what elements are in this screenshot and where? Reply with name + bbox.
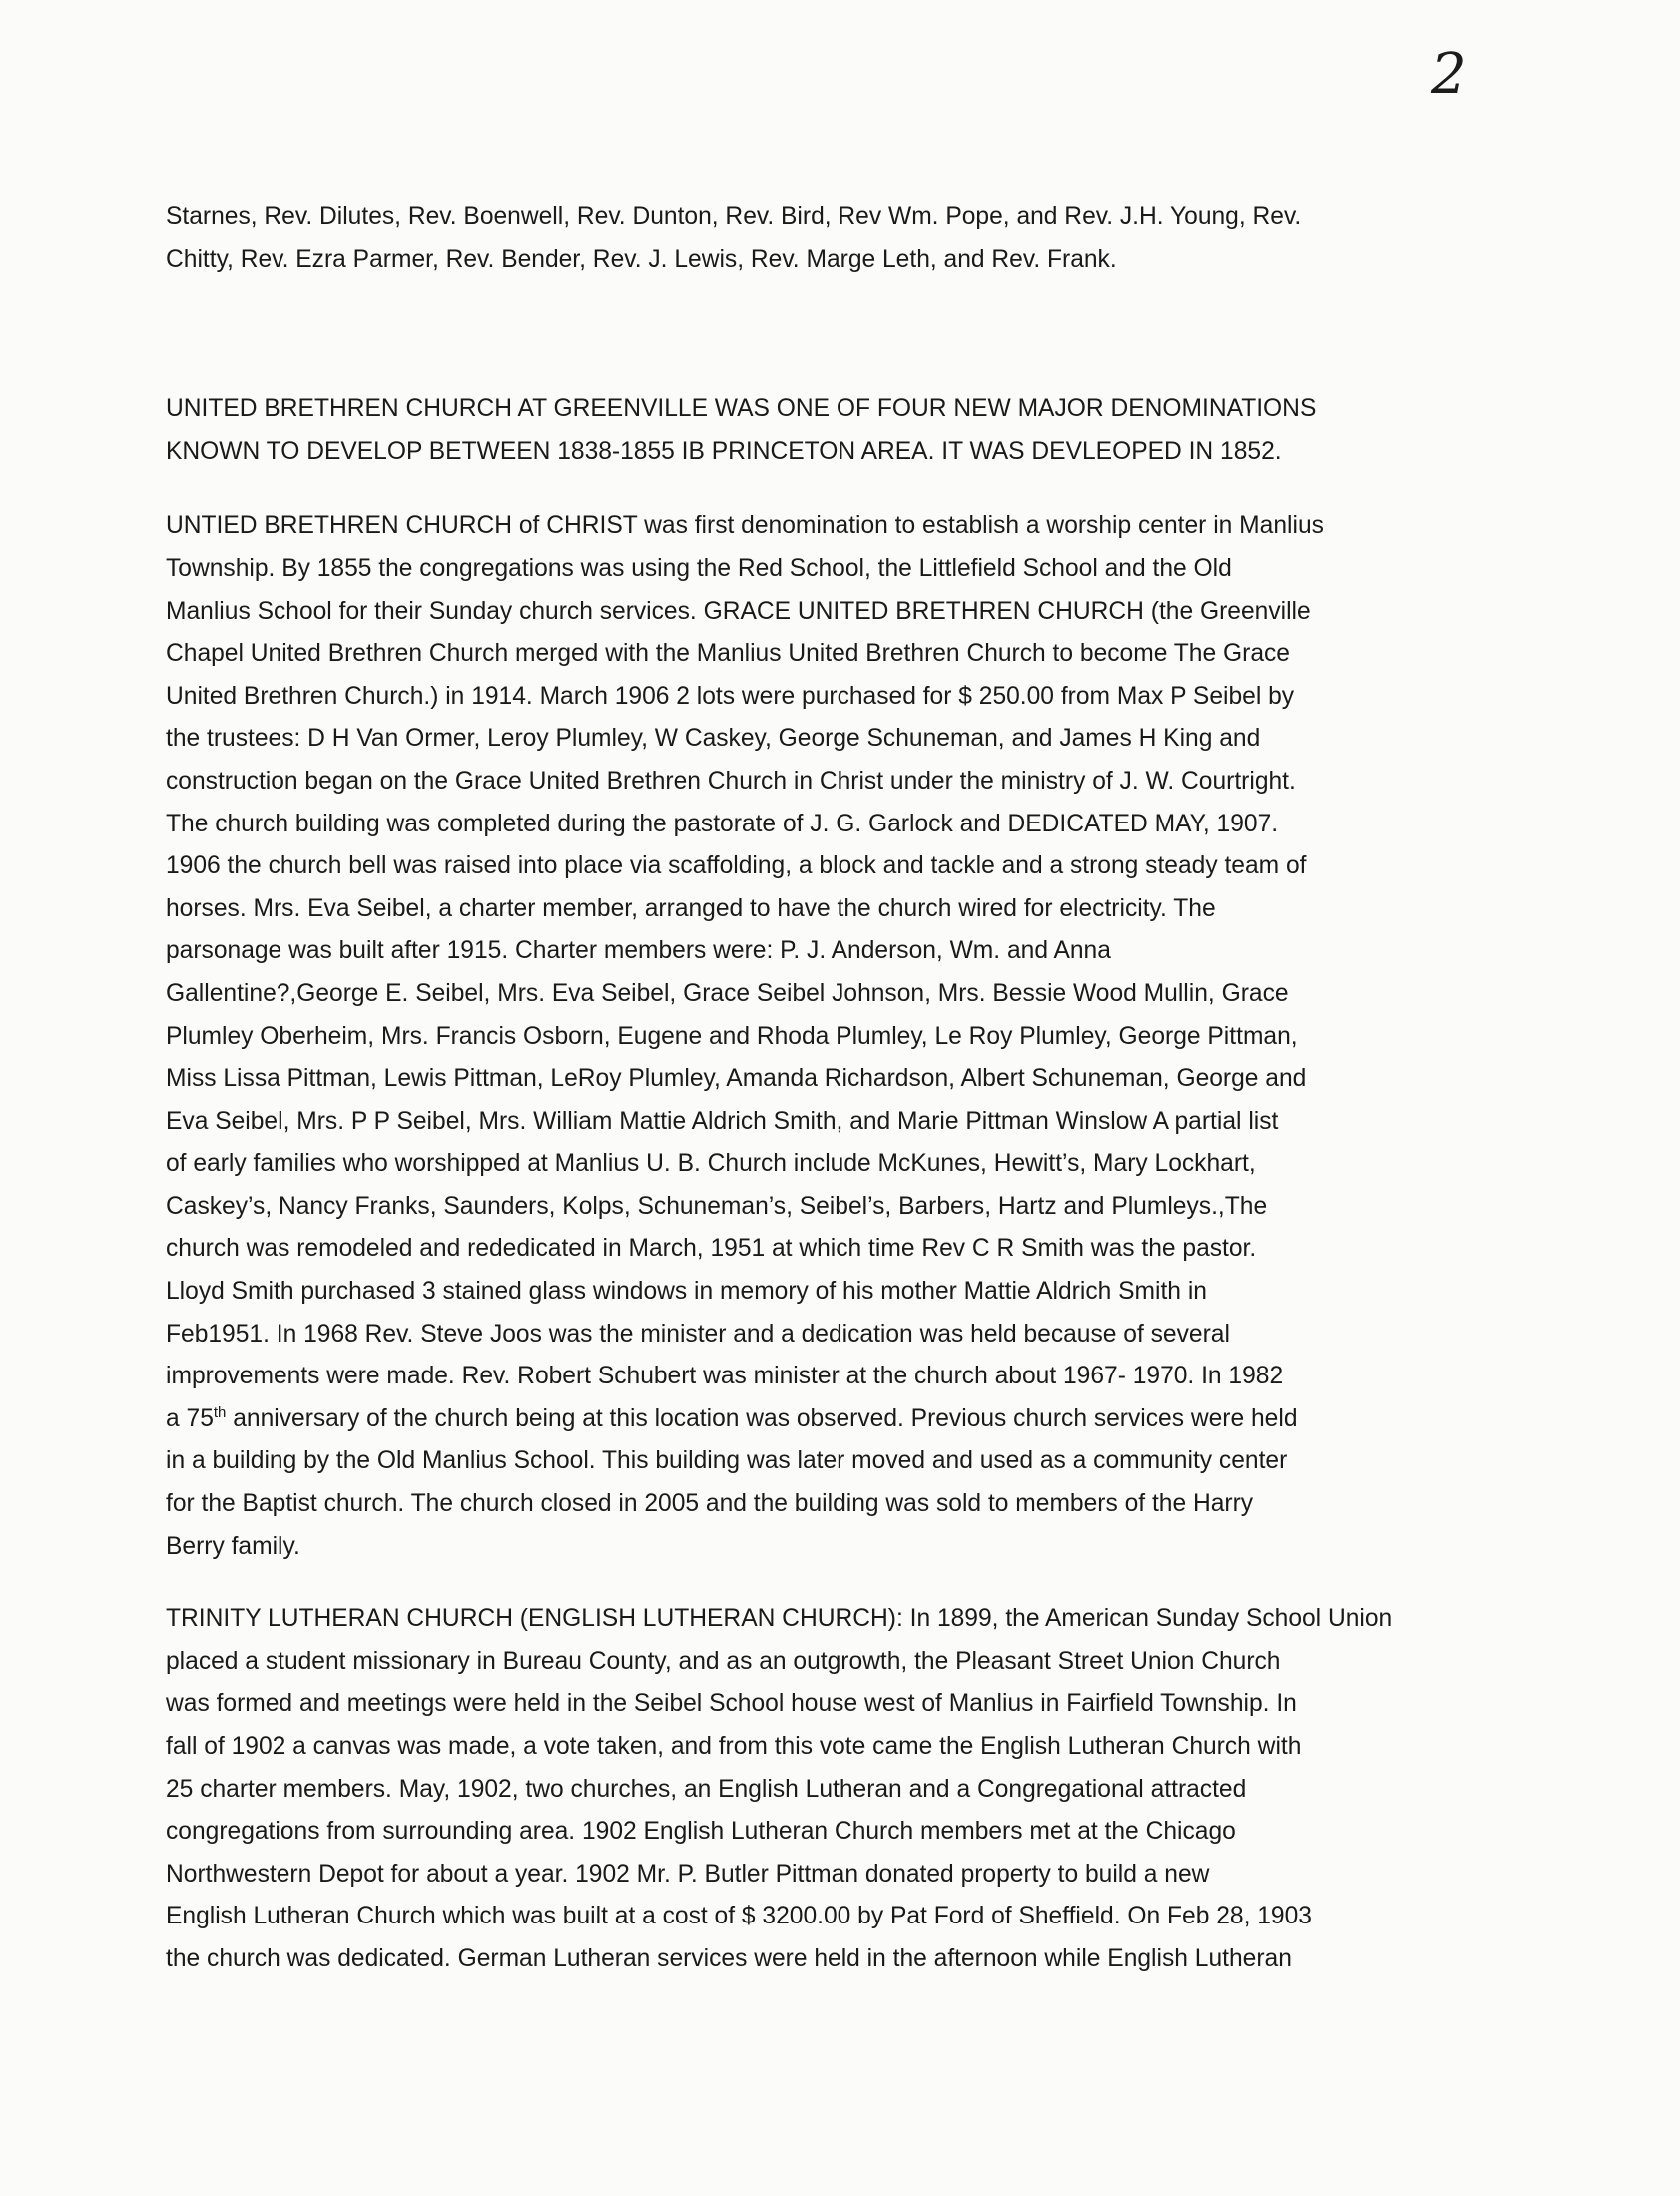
- text-line: Chapel United Brethren Church merged with the Manlius United Brethren Church to become The Grace: [166, 640, 1290, 668]
- text-line: improvements were made. Rev. Robert Schubert was minister at the church about 1967- 1970. In 1982: [166, 1363, 1284, 1390]
- text-line: Township. By 1855 the congregations was using the Red School, the Littlefield School and the Old: [166, 554, 1232, 582]
- text-line: English Lutheran Church which was built at a cost of $ 3200.00 by Pat Ford of Sheffield. On Feb 28, 1903: [166, 1903, 1312, 1930]
- text-line: congregations from surrounding area. 1902 English Lutheran Church members met at the Chicago: [166, 1818, 1236, 1846]
- text-line: Gallentine?,George E. Seibel, Mrs. Eva Seibel, Grace Seibel Johnson, Mrs. Bessie Wood Mullin, Grace: [166, 979, 1289, 1007]
- text-line: for the Baptist church. The church closed in 2005 and the building was sold to members of the Harry: [166, 1490, 1254, 1518]
- text-line: Caskey’s, Nancy Franks, Saunders, Kolps, Schuneman’s, Seibel’s, Barbers, Hartz and Plumleys.,The: [166, 1192, 1268, 1220]
- text-line: of early families who worshipped at Manlius U. B. Church include McKunes, Hewitt’s, Mary Lockhart,: [166, 1150, 1256, 1178]
- text-line: parsonage was built after 1915. Charter members were: P. J. Anderson, Wm. and Anna: [166, 937, 1111, 965]
- paragraph-united-brethren-heading: [166, 388, 1485, 473]
- paragraph-trinity-lutheran: [166, 1598, 1485, 1980]
- text-line: Starnes, Rev. Dilutes, Rev. Boenwell, Rev. Dunton, Rev. Bird, Rev Wm. Pope, and Rev. J.H. Young, Rev.: [166, 203, 1302, 230]
- text-line: construction began on the Grace United Brethren Church in Christ under the ministry of J. W. Courtright.: [166, 767, 1296, 795]
- text-line: 1906 the church bell was raised into place via scaffolding, a block and tackle and a strong steady team of: [166, 852, 1307, 880]
- text-line: Northwestern Depot for about a year. 1902 Mr. P. Butler Pittman donated property to build a new: [166, 1860, 1210, 1888]
- ordinal-suffix: th: [213, 1403, 227, 1421]
- text-line: Miss Lissa Pittman, Lewis Pittman, LeRoy Plumley, Amanda Richardson, Albert Schuneman, George and: [166, 1065, 1307, 1093]
- text-line: Berry family.: [166, 1532, 300, 1560]
- text-line: was formed and meetings were held in the Seibel School house west of Manlius in Fairfield Township. In: [166, 1690, 1297, 1718]
- text-line: Manlius School for their Sunday church services. GRACE UNITED BRETHREN CHURCH (the Greenville: [166, 597, 1311, 625]
- anniversary-text-after: anniversary of the church being at this location was observed. Previous church services were held: [226, 1404, 1298, 1432]
- anniversary-text-before: a 75: [166, 1404, 214, 1432]
- text-line: The church building was completed during the pastorate of J. G. Garlock and DEDICATED MAY, 1907.: [166, 810, 1279, 837]
- text-line: church was remodeled and rededicated in March, 1951 at which time Rev C R Smith was the pastor.: [166, 1235, 1257, 1263]
- text-line: Feb1951. In 1968 Rev. Steve Joos was the minister and a dedication was held because of several: [166, 1320, 1230, 1348]
- text-line: KNOWN TO DEVELOP BETWEEN 1838-1855 IB PRINCETON AREA. IT WAS DEVLEOPED IN 1852.: [166, 437, 1282, 465]
- text-line: horses. Mrs. Eva Seibel, a charter member, arranged to have the church wired for electricity. The: [166, 894, 1216, 922]
- text-line: Plumley Oberheim, Mrs. Francis Osborn, Eugene and Rhoda Plumley, Le Roy Plumley, George Pittman,: [166, 1022, 1298, 1050]
- text-line: Chitty, Rev. Ezra Parmer, Rev. Bender, Rev. J. Lewis, Rev. Marge Leth, and Rev. Frank.: [166, 245, 1117, 273]
- text-line: the trustees: D H Van Ormer, Leroy Plumley, W Caskey, George Schuneman, and James H King and: [166, 725, 1261, 753]
- text-line: UNITED BRETHREN CHURCH AT GREENVILLE WAS ONE OF FOUR NEW MAJOR DENOMINATIONS: [166, 395, 1317, 423]
- text-line: placed a student missionary in Bureau County, and as an outgrowth, the Pleasant Street Union Church: [166, 1647, 1281, 1675]
- text-line: the church was dedicated. German Lutheran services were held in the afternoon while English Lutheran: [166, 1944, 1292, 1972]
- paragraph-reverend-list: [166, 196, 1485, 280]
- text-line: fall of 1902 a canvas was made, a vote taken, and from this vote came the English Lutheran Church with: [166, 1733, 1302, 1760]
- text-line: in a building by the Old Manlius School. This building was later moved and used as a community center: [166, 1447, 1288, 1475]
- paragraph-united-brethren-history: [166, 505, 1485, 1568]
- text-line: United Brethren Church.) in 1914. March 1906 2 lots were purchased for $ 250.00 from Max P Seibel by: [166, 682, 1295, 710]
- text-line: 25 charter members. May, 1902, two churches, an English Lutheran and a Congregational attracted: [166, 1775, 1247, 1803]
- document-body: [166, 196, 1485, 2011]
- text-line: UNTIED BRETHREN CHURCH of CHRIST was first denomination to establish a worship center in Manlius: [166, 512, 1324, 540]
- handwritten-page-number: 2: [1431, 42, 1467, 107]
- text-line-anniversary: [166, 1398, 1485, 1441]
- text-line: TRINITY LUTHERAN CHURCH (ENGLISH LUTHERAN CHURCH): In 1899, the American Sunday School Union: [166, 1605, 1393, 1633]
- text-line: Eva Seibel, Mrs. P P Seibel, Mrs. William Mattie Aldrich Smith, and Marie Pittman Winslow A partial list: [166, 1107, 1279, 1135]
- text-line: Lloyd Smith purchased 3 stained glass windows in memory of his mother Mattie Aldrich Smith in: [166, 1278, 1207, 1306]
